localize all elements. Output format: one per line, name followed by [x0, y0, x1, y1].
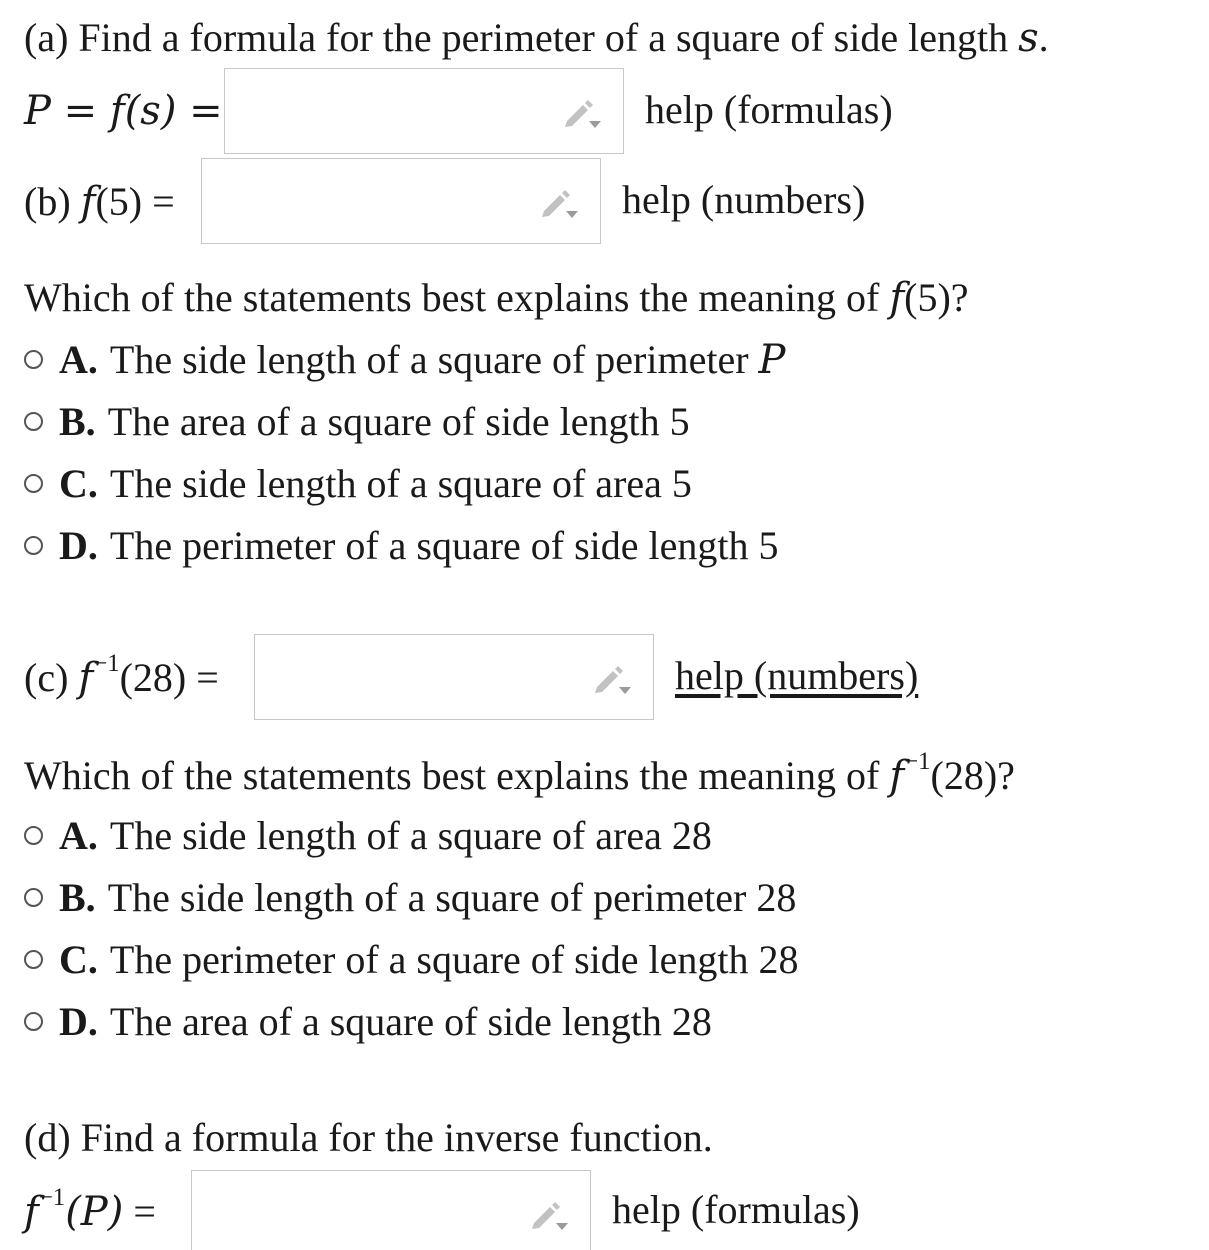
- part-b-question: Which of the statements best explains the meaning of f(5)?: [24, 275, 969, 321]
- part-d-lhs: $f^{-1}(P)$ =: [24, 1184, 156, 1235]
- part-a-prompt: (a) Find a formula for the perimeter of a square of side length s.: [24, 15, 1049, 61]
- part-b-answer-input[interactable]: [201, 158, 601, 244]
- radio-button[interactable]: [24, 536, 43, 555]
- part-d-prompt: (d) Find a formula for the inverse function.: [24, 1115, 713, 1160]
- radio-button[interactable]: [24, 1012, 43, 1031]
- part-c-option-a[interactable]: A. The side length of a square of area 28: [24, 812, 712, 859]
- radio-button[interactable]: [24, 888, 43, 907]
- part-c-lhs: (c) $f^{-1}(28)$ =: [24, 650, 219, 701]
- pencil-icon[interactable]: [561, 99, 601, 129]
- part-c-option-d[interactable]: D. The area of a square of side length 28: [24, 998, 712, 1045]
- part-a-help-formulas[interactable]: help (formulas): [645, 87, 893, 132]
- part-b-help-numbers[interactable]: help (numbers): [622, 177, 866, 222]
- part-c-question: Which of the statements best explains the meaning of $f^{-1}(28)$?: [24, 748, 1015, 799]
- part-c-help-numbers[interactable]: help (numbers): [675, 653, 919, 698]
- part-a-lhs: P = f(s) =: [24, 88, 223, 134]
- part-b-lhs: (b) f(5) =: [24, 179, 175, 225]
- radio-button[interactable]: [24, 350, 43, 369]
- radio-button[interactable]: [24, 950, 43, 969]
- part-b-option-c[interactable]: C. The side length of a square of area 5: [24, 460, 692, 507]
- pencil-icon[interactable]: [538, 189, 578, 219]
- part-b-option-b[interactable]: B. The area of a square of side length 5: [24, 398, 690, 445]
- part-d-help-formulas[interactable]: help (formulas): [612, 1187, 860, 1232]
- part-c-option-c[interactable]: C. The perimeter of a square of side length 28: [24, 936, 799, 983]
- pencil-icon[interactable]: [528, 1201, 568, 1231]
- part-b-option-a[interactable]: A. The side length of a square of perimeter P: [24, 336, 785, 383]
- pencil-icon[interactable]: [591, 665, 631, 695]
- part-b-option-d[interactable]: D. The perimeter of a square of side length 5: [24, 522, 779, 569]
- radio-button[interactable]: [24, 826, 43, 845]
- part-c-option-b[interactable]: B. The side length of a square of perimeter 28: [24, 874, 796, 921]
- part-c-answer-input[interactable]: [254, 634, 654, 720]
- radio-button[interactable]: [24, 474, 43, 493]
- radio-button[interactable]: [24, 412, 43, 431]
- part-d-answer-input[interactable]: [191, 1170, 591, 1250]
- part-a-answer-input[interactable]: [224, 68, 624, 154]
